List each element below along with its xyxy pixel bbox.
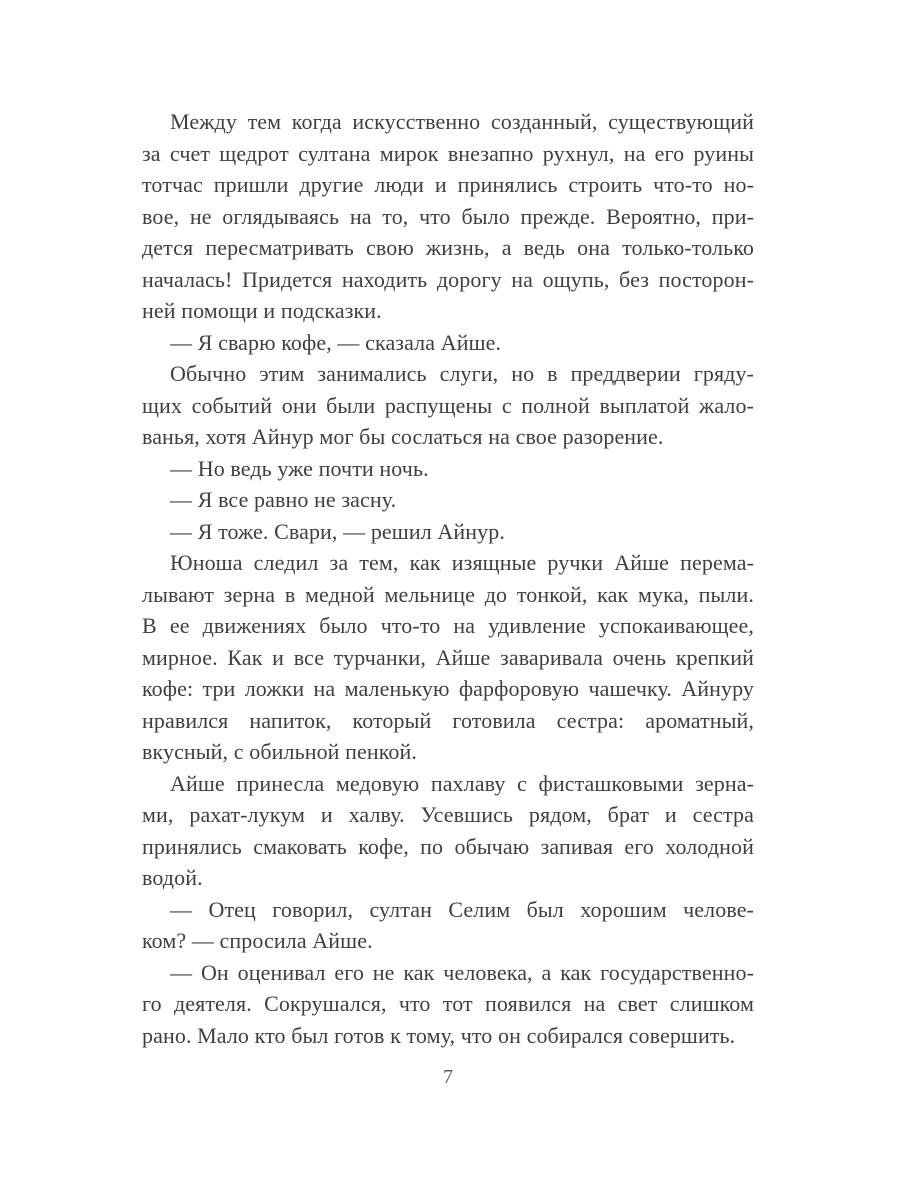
paragraph — [142, 327, 754, 359]
text-line: нравился напиток, который готовила сестра: ароматный, — [142, 707, 754, 733]
text-line: ней помощи и подсказки. — [142, 298, 382, 323]
text-line: вое, не оглядываясь на то, что было прежде. Вероятно, при- — [142, 203, 754, 229]
text-line: — Я все равно не засну. — [170, 487, 397, 512]
text-block — [142, 106, 754, 1051]
text-line: ванья, хотя Айнур мог бы сослаться на свое разорение. — [142, 424, 664, 449]
text-line: Юноша следил за тем, как изящные ручки Айше перема- — [170, 550, 754, 575]
paragraph — [142, 547, 754, 768]
text-line: В ее движениях было что-то на удивление успокаивающее, — [142, 613, 754, 638]
text-line: дется пересматривать свою жизнь, а ведь она только-только — [142, 235, 754, 260]
paragraph — [142, 453, 754, 485]
text-line: рано. Мало кто был готов к тому, что он собирался совершить. — [142, 1022, 736, 1048]
text-line: лывают зерна в медной мельнице до тонкой, как мука, пыли. — [142, 581, 754, 607]
text-line: ком? — спросила Айше. — [142, 928, 373, 953]
text-line: Между тем когда искусственно созданный, существующий — [170, 109, 754, 134]
paragraph — [142, 106, 754, 327]
text-line: — Я тоже. Свари, — решил Айнур. — [170, 518, 505, 544]
paragraph — [142, 358, 754, 453]
text-line: ми, рахат-лукум и халву. Усевшись рядом, брат и сестра — [142, 802, 754, 827]
text-line: — Я сварю кофе, — сказала Айше. — [170, 329, 502, 355]
text-line: водой. — [142, 865, 203, 890]
text-line: го деятеля. Сокрушался, что тот появился на свет слишком — [142, 991, 754, 1016]
page-number: 7 — [443, 1066, 453, 1088]
paragraph — [142, 516, 754, 548]
text-line: за счет щедрот султана мирок внезапно рухнул, на его руины — [142, 140, 754, 166]
text-line: началась! Придется находить дорогу на ощупь, без посторон- — [142, 266, 754, 292]
text-line: мирное. Как и все турчанки, Айше заваривала очень крепкий — [142, 644, 754, 670]
text-line: Обычно этим занимались слуги, но в преддверии гряду- — [170, 361, 754, 386]
paragraph — [142, 768, 754, 894]
paragraph — [142, 484, 754, 516]
text-line: принялись смаковать кофе, по обычаю запивая его холодной — [142, 833, 754, 859]
text-line: щих событий они были распущены с полной выплатой жало- — [142, 392, 754, 418]
text-line: Айше принесла медовую пахлаву с фисташковыми зерна- — [170, 770, 754, 796]
text-line: — Он оценивал его не как человека, а как государственно- — [170, 959, 754, 985]
paragraph — [142, 894, 754, 957]
text-line: кофе: три ложки на маленькую фарфоровую чашечку. Айнуру — [142, 676, 754, 701]
text-line: тотчас пришли другие люди и принялись строить что-то но- — [142, 172, 754, 197]
text-line: вкусный, с обильной пенкой. — [142, 739, 418, 764]
paragraph — [142, 957, 754, 1052]
text-line: — Но ведь уже почти ночь. — [170, 455, 429, 481]
text-line: — Отец говорил, султан Селим был хорошим челове- — [170, 896, 754, 922]
